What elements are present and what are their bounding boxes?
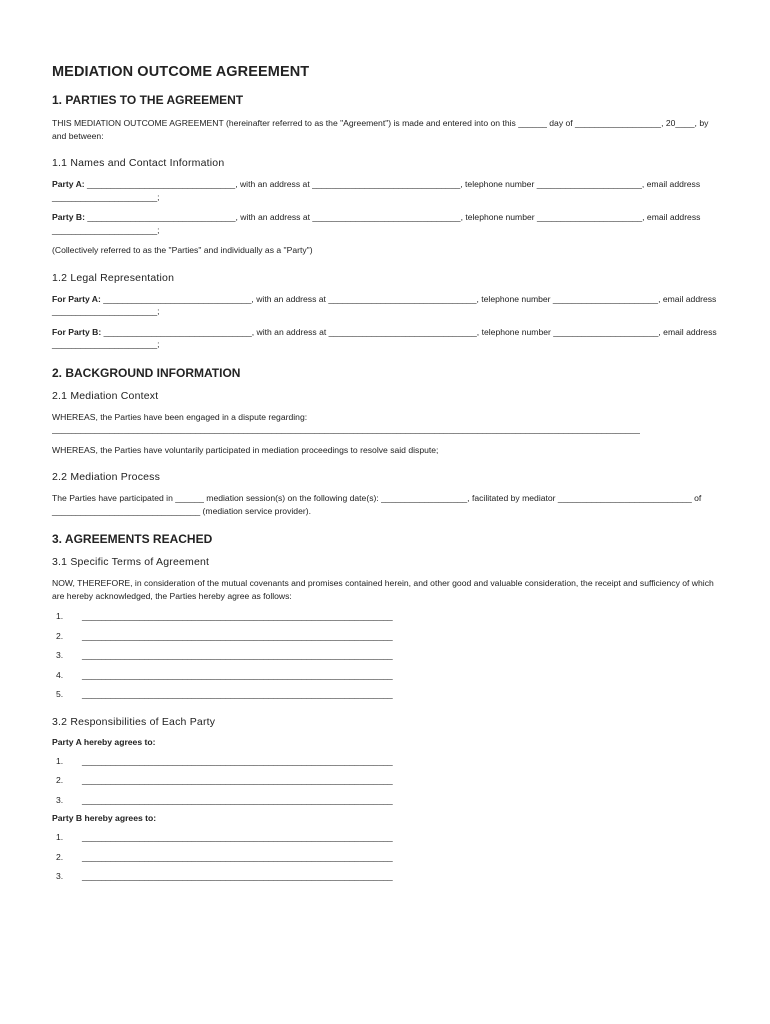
section-3-heading: 3. AGREEMENTS REACHED [52, 532, 213, 546]
rep-b-fields: _______________________________, with an address at _______________________________, telephone number ______________________, email address ______________________; [52, 326, 717, 349]
whereas-dispute: WHEREAS, the Parties have been engaged in a dispute regarding: [52, 411, 308, 422]
party-a-obligations-list [52, 755, 722, 814]
subsection-1-2-heading: 1.2 Legal Representation [52, 271, 175, 284]
party-a-label: Party A: [52, 179, 85, 189]
party-a-agrees-label: Party A hereby agrees to: [52, 736, 156, 747]
subsection-1-1-heading: 1.1 Names and Contact Information [52, 157, 225, 169]
document-page [52, 64, 722, 890]
subsection-2-1-heading: 2.1 Mediation Context [52, 389, 159, 402]
party-b-fields: _______________________________, with an address at _______________________________, telephone number ______________________, email address ______________________; [52, 212, 701, 235]
subsection-3-2-heading: 3.2 Responsibilities of Each Party [52, 715, 216, 728]
item-number: 1. [56, 755, 64, 766]
rep-a-label: For Party A: [52, 293, 101, 304]
item-number: 1. [56, 832, 64, 842]
list-item [52, 831, 722, 851]
subsection-3-1-heading: 3.1 Specific Terms of Agreement [52, 556, 210, 568]
party-b-label: Party B: [52, 212, 85, 222]
agreement-intro: THIS MEDIATION OUTCOME AGREEMENT (hereinafter referred to as the "Agreement") is made and entered into on this ______ day of __________________, 20____, by and between: [52, 118, 709, 141]
list-item [52, 851, 722, 871]
item-number: 2. [56, 851, 64, 862]
item-number: 4. [56, 669, 64, 680]
item-blank: _________________________________________________________________ [82, 851, 393, 862]
rep-b-label: For Party B: [52, 326, 102, 337]
party-b-agrees-label: Party B hereby agrees to: [52, 813, 157, 823]
item-blank: _________________________________________________________________ [82, 611, 393, 621]
terms-intro: NOW, THEREFORE, in consideration of the mutual covenants and promises contained herein, and other good and valuable consideration, the receipt and sufficiency of which are hereby acknowledged, the Parties hereby agree as follows: [52, 578, 714, 601]
item-number: 3. [56, 871, 64, 881]
rep-b-line [52, 326, 722, 351]
list-item [52, 870, 722, 890]
terms-list [52, 610, 722, 708]
item-blank: _________________________________________________________________ [82, 832, 393, 842]
list-item [52, 610, 722, 630]
rep-a-fields: _______________________________, with an address at _______________________________, telephone number ______________________, email address ______________________; [52, 293, 717, 316]
whereas-mediation: WHEREAS, the Parties have voluntarily participated in mediation proceedings to resolve said dispute; [52, 444, 439, 455]
section-2-heading: 2. BACKGROUND INFORMATION [52, 365, 241, 380]
subsection-2-2-heading: 2.2 Mediation Process [52, 471, 161, 483]
party-a-line [52, 178, 722, 203]
party-b-line [52, 211, 722, 236]
item-blank: _________________________________________________________________ [82, 871, 393, 881]
rep-a-line [52, 293, 722, 318]
list-item [52, 688, 722, 708]
item-number: 5. [56, 689, 64, 699]
mediation-process-text: The Parties have participated in ______ mediation session(s) on the following date(s): __________________, facilitated by mediator ____________________________ of _______________________________ (mediation service provider). [52, 493, 702, 516]
collective-note: (Collectively referred to as the "Parties" and individually as a "Party") [52, 245, 313, 255]
party-a-fields: _______________________________, with an address at _______________________________, telephone number ______________________, email address ______________________; [52, 179, 701, 202]
item-number: 3. [56, 650, 64, 660]
item-blank: _________________________________________________________________ [82, 669, 393, 680]
item-blank: _________________________________________________________________ [82, 630, 393, 641]
list-item [52, 649, 722, 669]
section-1-heading: 1. PARTIES TO THE AGREEMENT [52, 93, 244, 107]
item-blank: _________________________________________________________________ [82, 755, 393, 766]
dispute-blank-line: ___________________________________________________________________________________________________________________________ [52, 424, 640, 434]
list-item [52, 669, 722, 689]
list-item [52, 774, 722, 794]
item-blank: _________________________________________________________________ [82, 775, 393, 785]
party-b-obligations-list [52, 831, 722, 890]
item-number: 2. [56, 775, 64, 785]
document-title: MEDIATION OUTCOME AGREEMENT [52, 64, 310, 80]
item-number: 3. [56, 794, 64, 805]
item-number: 2. [56, 630, 64, 641]
list-item [52, 630, 722, 650]
list-item [52, 755, 722, 775]
list-item [52, 794, 722, 814]
item-number: 1. [56, 611, 64, 621]
item-blank: _________________________________________________________________ [82, 689, 393, 699]
item-blank: _________________________________________________________________ [82, 650, 393, 660]
item-blank: _________________________________________________________________ [82, 794, 393, 805]
